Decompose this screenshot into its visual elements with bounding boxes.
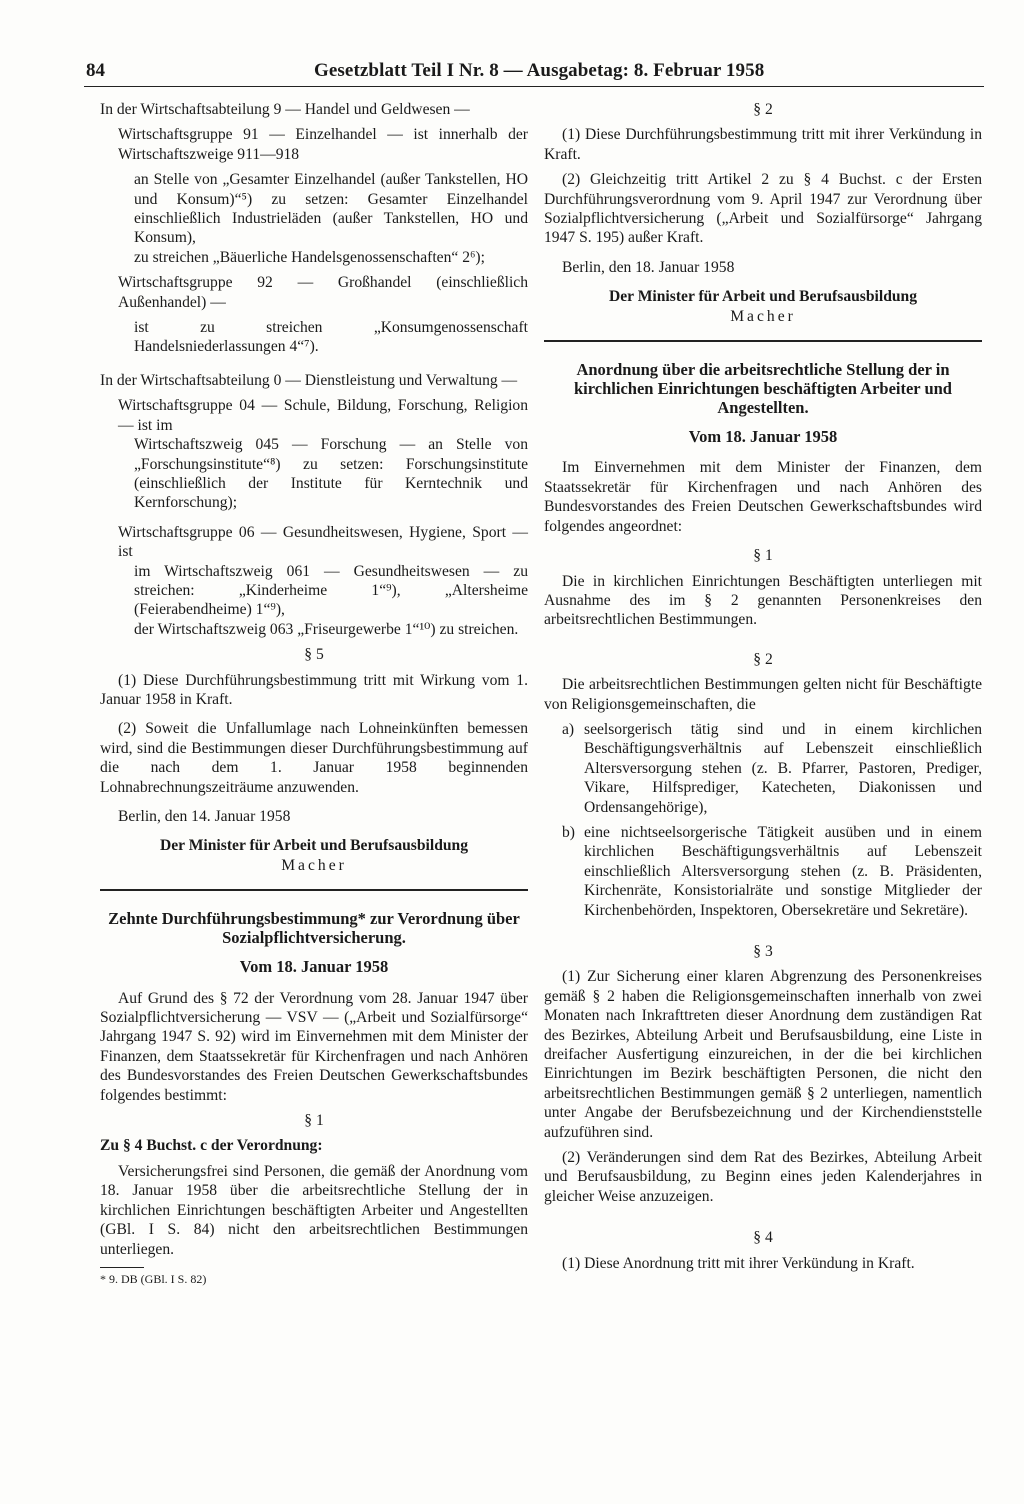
signer-name: Macher <box>730 307 796 325</box>
paragraph: Wirtschaftsgruppe 04 — Schule, Bildung, Forschung, Religion — ist im <box>118 397 528 434</box>
list-label: a) <box>562 720 575 738</box>
paragraph: (1) Zur Sicherung einer klaren Abgrenzung des Personenkreises gemäß § 2 haben die Religionsgemeinschaften innerhalb von zwei Monaten nach Inkrafttreten dieser Anordnung dem zuständigen Rat des Bezirkes, Abteilung Arbeit und Berufsausbildung, eine Liste in dreifacher Ausfertigung einzureichen, in der die bei kirchlichen Einrichtungen im Bezirk beschäftigten Personen, die nicht den arbeitsrechtlichen Bestimmungen gemäß § 2 unterliegen, namentlich unter Angabe der Berufsbezeichnung und der Kirchendienststelle aufzuführen sind. <box>544 968 982 1141</box>
paragraph: zu streichen „Bäuerliche Handelsgenossenschaften“ 2⁶); <box>134 248 485 266</box>
place-date: Berlin, den 18. Januar 1958 <box>562 258 735 276</box>
paragraph: (1) Diese Anordnung tritt mit ihrer Verkündung in Kraft. <box>562 1254 915 1272</box>
paragraph: Im Einvernehmen mit dem Minister der Finanzen, dem Staatssekretär für Kirchenfragen und nach Anhören des Bundesvorstandes des Freien Deutschen Gewerkschaftsbundes wird folgendes angeordnet: <box>544 459 982 535</box>
paragraph: ist zu streichen „Konsumgenossenschaft Handelsniederlassungen 4“⁷). <box>134 319 528 356</box>
document-title: Zehnte Durchführungsbestimmung* zur Verordnung über Sozialpflichtversicherung. <box>108 909 520 948</box>
list-label: b) <box>562 823 575 841</box>
section-heading: § 1 <box>304 1112 324 1130</box>
document-date: Vom 18. Januar 1958 <box>239 957 389 977</box>
section-separator <box>100 889 528 891</box>
header-rule <box>84 86 984 87</box>
section-heading: § 3 <box>753 943 773 960</box>
document-title: Anordnung über die arbeitsrechtliche Stellung der in kirchlichen Einrichtungen beschäftigten Arbeiter und Angestellten. <box>573 360 952 418</box>
paragraph: Wirtschaftsgruppe 92 — Großhandel (einschließlich Außenhandel) — <box>118 274 528 311</box>
section-heading: § 2 <box>753 101 773 118</box>
section-heading: § 5 <box>304 646 324 664</box>
list-item <box>544 823 982 920</box>
right-column <box>544 100 982 1273</box>
paragraph: Die arbeitsrechtlichen Bestimmungen gelten nicht für Beschäftigte von Religionsgemeinschaften, die <box>544 676 982 713</box>
signer-title: Der Minister für Arbeit und Berufsausbildung <box>608 288 918 306</box>
signer-title: Der Minister für Arbeit und Berufsausbildung <box>159 837 469 855</box>
page-number: 84 <box>86 60 105 81</box>
paragraph: an Stelle von „Gesamter Einzelhandel (außer Tankstellen, HO und Konsum)“⁵) zu setzen: Gesamter Einzelhandel einschließlich Industrieläden (außer Tankstellen, HO und Konsum), <box>134 171 528 247</box>
section-heading: § 2 <box>753 650 773 668</box>
paragraph: Die in kirchlichen Einrichtungen Beschäftigten unterliegen mit Ausnahme des im § 2 genannten Personenkreises den arbeitsrechtlichen Bestimmungen. <box>544 572 982 629</box>
paragraph: In der Wirtschaftsabteilung 0 — Dienstleistung und Verwaltung — <box>100 371 518 389</box>
paragraph: Wirtschaftszweig 045 — Forschung — an Stelle von „Forschungsinstitute“⁸) zu setzen: Forschungsinstitute (einschließlich der Institute für Kerntechnik und Kernforschung); <box>134 436 528 512</box>
paragraph: (2) Veränderungen sind dem Rat des Bezirkes, Abteilung Arbeit und Berufsausbildung, zu Beginn eines jeden Kalenderjahres in gleicher Weise anzuzeigen. <box>544 1149 982 1205</box>
list-item <box>544 720 982 817</box>
section-heading: § 1 <box>753 547 773 565</box>
list-text: eine nichtseelsorgerische Tätigkeit ausüben und in einem kirchlichen Beschäftigungsverhältnis auf Lebenszeit einschließlich Altersversorgung stehen (z. B. Präsidenten, Kirchenräte, Konsistorialräte und sonstige Mitglieder der Kirchenbehörden, Inspektoren, Obersekretäre und Sekretäre). <box>584 823 982 919</box>
place-date: Berlin, den 14. Januar 1958 <box>118 808 291 825</box>
paragraph: Wirtschaftsgruppe 06 — Gesundheitswesen, Hygiene, Sport — ist <box>118 523 528 561</box>
paragraph: (1) Diese Durchführungsbestimmung tritt mit Wirkung vom 1. Januar 1958 in Kraft. <box>100 671 528 708</box>
footnote-rule <box>100 1267 144 1268</box>
paragraph: Wirtschaftsgruppe 91 — Einzelhandel — ist innerhalb der Wirtschaftszweige 911—918 <box>118 126 528 163</box>
list-text: seelsorgerisch tätig sind und in einem kirchlichen Beschäftigungsverhältnis auf Lebenszeit einschließlich Altersversorgung stehen (z. B. Pfarrer, Pastoren, Prediger, Vikare, Hilfsprediger, Katecheten, Diakonissen und Ordensangehörige), <box>584 720 982 816</box>
footnote: * 9. DB (GBl. I S. 82) <box>100 1271 207 1286</box>
section-separator <box>544 340 982 342</box>
paragraph: Auf Grund des § 72 der Verordnung vom 28. Januar 1947 über Sozialpflichtversicherung — VSV — („Arbeit und Sozialfürsorge“ Jahrgang 1947 S. 92) wird im Einvernehmen mit dem Minister der Finanzen, dem Staatssekretär für Kirchenfragen und nach Anhören des Bundesvorstandes des Freien Deutschen Gewerkschaftsbundes folgendes bestimmt: <box>100 989 528 1104</box>
left-column <box>100 100 528 1286</box>
paragraph: In der Wirtschaftsabteilung 9 — Handel und Geldwesen — <box>100 101 470 118</box>
paragraph: (2) Soweit die Unfallumlage nach Lohneinkünften bemessen wird, sind die Bestimmungen dieser Durchführungsbestimmung auf die nach dem 1. Januar 1958 beginnenden Lohnabrechnungszeiträume anzuwenden. <box>100 720 528 796</box>
paragraph: im Wirtschaftszweig 061 — Gesundheitswesen — zu streichen: „Kinderheime 1“⁹), „Altersheime (Feierabendheime) 1“⁹), <box>134 562 528 619</box>
paragraph: der Wirtschaftszweig 063 „Friseurgewerbe 1“¹⁰) zu streichen. <box>134 620 519 638</box>
section-heading: § 4 <box>753 1229 773 1247</box>
signer-name: Macher <box>281 856 347 874</box>
subheading: Zu § 4 Buchst. c der Verordnung: <box>100 1137 323 1155</box>
paragraph: (2) Gleichzeitig tritt Artikel 2 zu § 4 Buchst. c der Ersten Durchführungsverordnung vom 9. April 1947 zur Verordnung über Sozialpflichtversicherung („Arbeit und Sozialfürsorge“ Jahrgang 1947 S. 195) außer Kraft. <box>544 171 982 247</box>
running-head: Gesetzblatt Teil I Nr. 8 — Ausgabetag: 8. Februar 1958 <box>314 60 765 81</box>
paragraph: Versicherungsfrei sind Personen, die gemäß der Anordnung vom 18. Januar 1958 über die arbeitsrechtliche Stellung der in kirchlichen Einrichtungen beschäftigten Arbeiter und Angestellten (GBl. I S. 84) nicht den arbeitsrechtlichen Bestimmungen unterliegen. <box>100 1162 528 1258</box>
paragraph: (1) Diese Durchführungsbestimmung tritt mit ihrer Verkündung in Kraft. <box>544 126 982 163</box>
document-date: Vom 18. Januar 1958 <box>688 427 838 447</box>
